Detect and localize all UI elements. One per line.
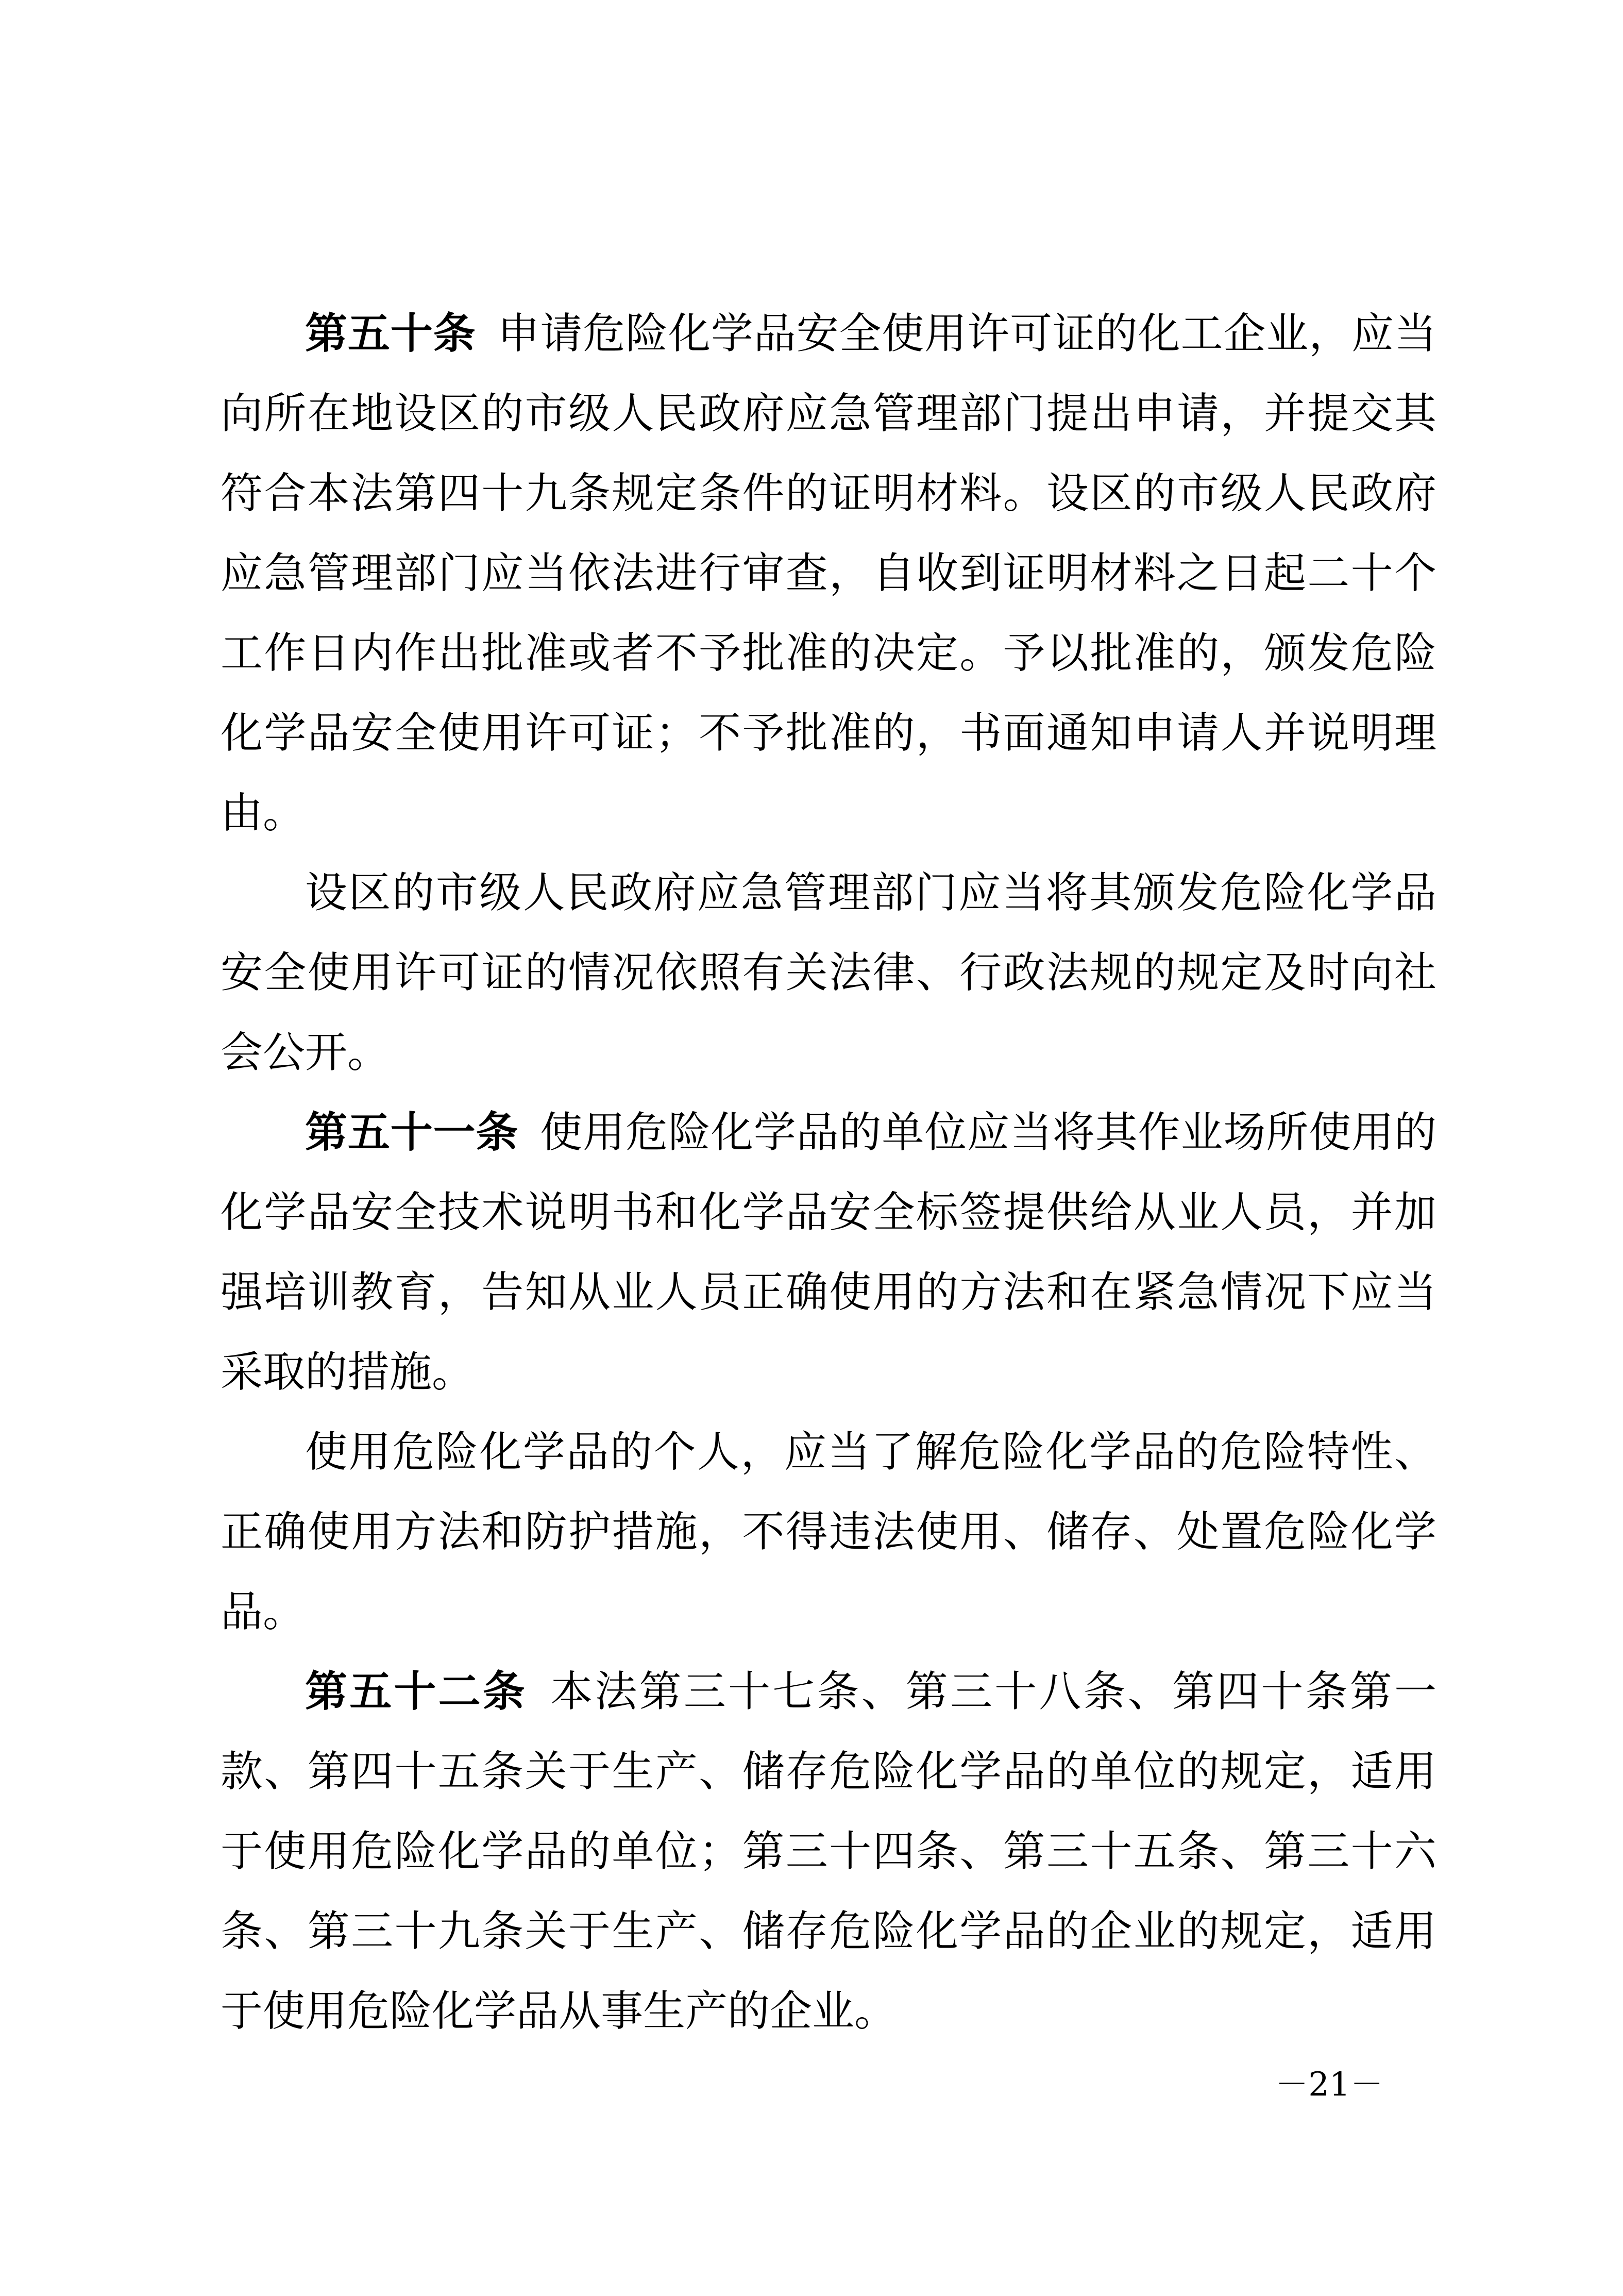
article-50-paragraph-2 [221, 853, 1436, 1093]
paragraph-text: 申请危险化学品安全使用许可证的化工企业，应当向所在地设区的市级人民政府应急管理部门提出申请，并提交其符合本法第四十九条规定条件的证明材料。设区的市级人民政府应急管理部门应当依法进行审查，自收到证明材料之日起二十个工作日内作出批准或者不予批准的决定。予以批准的，颁发危险化学品安全使用许可证；不予批准的，书面通知申请人并说明理由。 [221, 309, 1436, 837]
paragraph-text: 本法第三十七条、第三十八条、第四十条第一款、第四十五条关于生产、储存危险化学品的单位的规定，适用于使用危险化学品的单位；第三十四条、第三十五条、第三十六条、第三十九条关于生产、储存危险化学品的企业的规定，适用于使用危险化学品从事生产的企业。 [221, 1667, 1436, 2036]
article-heading: 第五十一条 [305, 1108, 519, 1157]
paragraph-text: 使用危险化学品的个人，应当了解危险化学品的危险特性、正确使用方法和防护措施，不得违法使用、储存、处置危险化学品。 [221, 1428, 1436, 1636]
page-number: －21－ [1275, 2066, 1383, 2104]
article-51-paragraph [221, 1093, 1436, 1412]
article-51-paragraph-2 [221, 1412, 1436, 1652]
article-52-paragraph [221, 1652, 1436, 2051]
article-heading: 第五十二条 [305, 1667, 527, 1716]
paragraph-text: 设区的市级人民政府应急管理部门应当将其颁发危险化学品安全使用许可证的情况依照有关法律、行政法规的规定及时向社会公开。 [221, 868, 1436, 1077]
document-body [221, 294, 1436, 2051]
paragraph-text: 使用危险化学品的单位应当将其作业场所使用的化学品安全技术说明书和化学品安全标签提供给从业人员，并加强培训教育，告知从业人员正确使用的方法和在紧急情况下应当采取的措施。 [221, 1108, 1436, 1397]
article-heading: 第五十条 [305, 309, 476, 358]
article-50-paragraph [221, 294, 1436, 853]
